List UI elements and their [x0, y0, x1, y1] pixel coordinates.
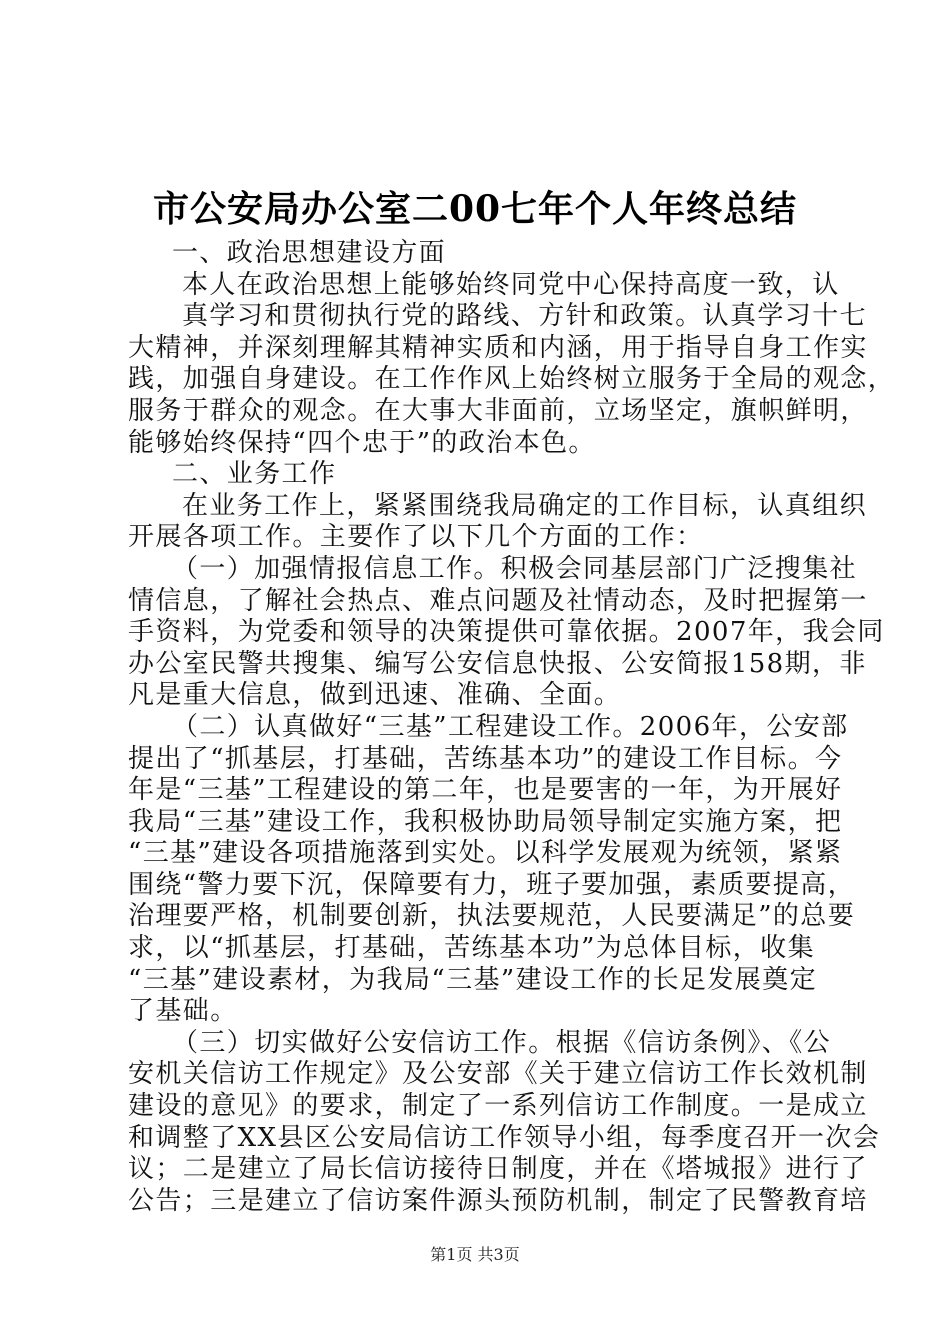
text-line: 公告；三是建立了信访案件源头预防机制，制定了民警教育培: [128, 1185, 868, 1216]
text-line: 践，加强自身建设。在工作作风上始终树立服务于全局的观念，: [128, 364, 896, 395]
text-line: 真学习和贯彻执行党的路线、方针和政策。认真学习十七: [182, 301, 868, 332]
text-line: 二、业务工作: [172, 459, 337, 490]
document-title: 市公安局办公室二00七年个人年终总结: [152, 188, 798, 230]
text-line: 围绕“警力要下沉，保障要有力，班子要加强，素质要提高，: [128, 869, 856, 900]
text-line: 和调整了XX县区公安局信访工作领导小组，每季度召开一次会: [128, 1122, 881, 1153]
text-line: 提出了“抓基层，打基础，苦练基本功”的建设工作目标。今: [128, 743, 843, 774]
text-line: 在业务工作上，紧紧围绕我局确定的工作目标，认真组织: [182, 490, 868, 521]
document-body: [128, 238, 896, 1217]
text-line: 治理要严格，机制要创新，执法要规范，人民要满足”的总要: [128, 901, 856, 932]
text-line: 能够始终保持“四个忠于”的政治本色。: [128, 427, 596, 458]
text-line: 我局“三基”建设工作，我积极协助局领导制定实施方案，把: [128, 806, 843, 837]
text-line: （二）认真做好“三基”工程建设工作。2006年，公安部: [172, 711, 849, 742]
text-line: 年是“三基”工程建设的第二年，也是要害的一年，为开展好: [128, 775, 843, 806]
text-line: 一、政治思想建设方面: [172, 238, 447, 268]
text-line: 情信息，了解社会热点、难点问题及社情动态，及时把握第一: [128, 585, 868, 616]
text-line: 建设的意见》的要求，制定了一系列信访工作制度。一是成立: [128, 1091, 868, 1122]
text-line: 了基础。: [128, 996, 238, 1027]
text-line: 手资料，为党委和领导的决策提供可靠依据。2007年，我会同: [128, 617, 885, 648]
text-line: 本人在政治思想上能够始终同党中心保持高度一致，认: [182, 269, 840, 300]
text-line: 开展各项工作。主要作了以下几个方面的工作：: [128, 522, 704, 553]
text-line: 凡是重大信息，做到迅速、准确、全面。: [128, 680, 622, 711]
text-line: 大精神，并深刻理解其精神实质和内涵，用于指导自身工作实: [128, 332, 868, 363]
page-footer: 第1页 共3页: [430, 1245, 520, 1264]
text-line: 安机关信访工作规定》及公安部《关于建立信访工作长效机制: [128, 1059, 868, 1090]
text-line: 服务于群众的观念。在大事大非面前，立场坚定，旗帜鲜明，: [128, 395, 868, 426]
text-line: （三）切实做好公安信访工作。根据《信访条例》、《公: [172, 1027, 832, 1058]
text-line: 求，以“抓基层，打基础，苦练基本功”为总体目标，收集: [128, 933, 815, 964]
text-line: 议；二是建立了局长信访接待日制度，并在《塔城报》进行了: [128, 1154, 868, 1185]
text-line: “三基”建设各项措施落到实处。以科学发展观为统领，紧紧: [128, 838, 843, 869]
text-line: “三基”建设素材，为我局“三基”建设工作的长足发展奠定: [128, 964, 817, 995]
text-line: （一）加强情报信息工作。积极会同基层部门广泛搜集社: [172, 553, 858, 584]
text-line: 办公室民警共搜集、编写公安信息快报、公安简报158期，非: [128, 648, 867, 679]
